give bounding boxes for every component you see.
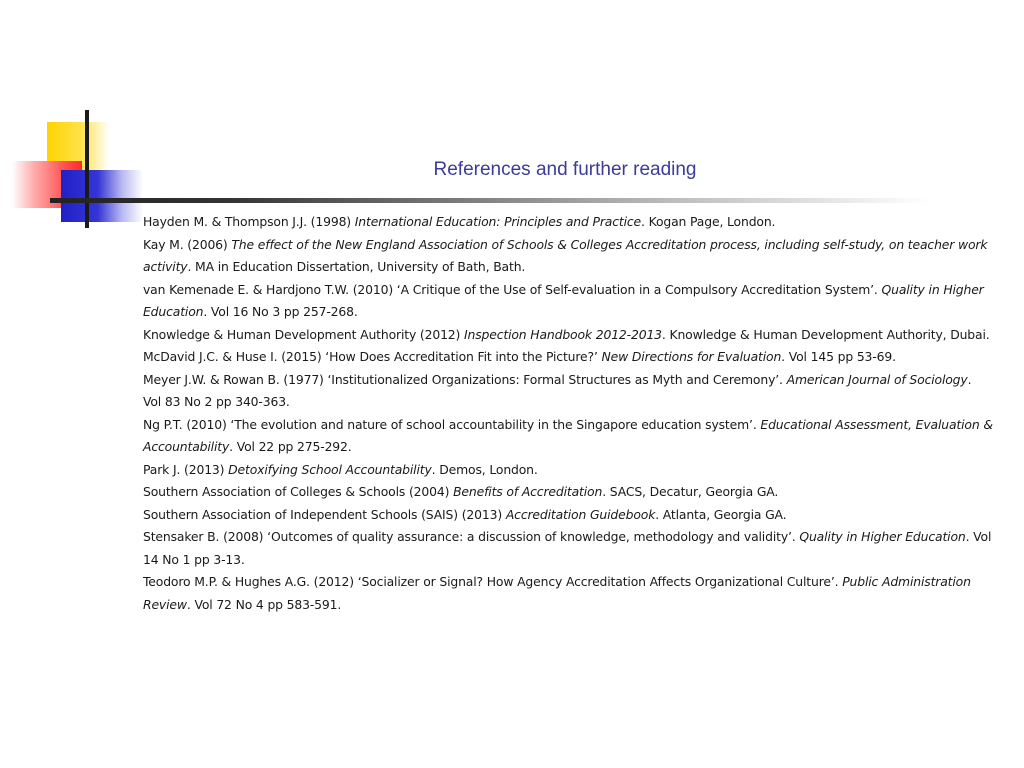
reference-item: Park J. (2013) Detoxifying School Accountability. Demos, London.	[143, 461, 538, 477]
reference-item: Stensaker B. (2008) ‘Outcomes of quality assurance: a discussion of knowledge, methodology and validity’. Quality in Higher Education. Vol 14 No 1 pp 3-13.	[143, 529, 992, 567]
title-underline-rule	[50, 198, 930, 203]
reference-item: van Kemenade E. & Hardjono T.W. (2010) ‘A Critique of the Use of Self-evaluation in a Compulsory Accreditation System’. Quality in Higher Education. Vol 16 No 3 pp 257-268.	[143, 281, 984, 319]
slide-title: References and further reading	[433, 159, 697, 180]
decor-blue-square	[61, 170, 143, 222]
reference-item: Teodoro M.P. & Hughes A.G. (2012) ‘Socializer or Signal? How Agency Accreditation Affects Organizational Culture’. Public Administration Review. Vol 72 No 4 pp 583-591.	[143, 574, 971, 612]
reference-item: Kay M. (2006) The effect of the New England Association of Schools & Colleges Accreditation process, including self-study, on teacher work activity. MA in Education Dissertation, University of Bath, Bath.	[143, 236, 988, 274]
decor-vertical-line	[85, 110, 89, 228]
reference-item: Ng P.T. (2010) ‘The evolution and nature of school accountability in the Singapore education system’. Educational Assessment, Evaluation & Accountability. Vol 22 pp 275-292.	[143, 416, 993, 454]
reference-item: Southern Association of Colleges & Schools (2004) Benefits of Accreditation. SACS, Decatur, Georgia GA.	[143, 484, 779, 499]
reference-item: Knowledge & Human Development Authority (2012) Inspection Handbook 2012-2013. Knowledge & Human Development Authority, Dubai.	[143, 326, 990, 342]
reference-item: Hayden M. & Thompson J.J. (1998) International Education: Principles and Practice. Kogan Page, London.	[143, 214, 776, 229]
reference-item: Meyer J.W. & Rowan B. (1977) ‘Institutionalized Organizations: Formal Structures as Myth and Ceremony’. American Journal of Sociology. Vol 83 No 2 pp 340-363.	[143, 371, 972, 409]
reference-item: Southern Association of Independent Schools (SAIS) (2013) Accreditation Guidebook. Atlanta, Georgia GA.	[143, 506, 787, 522]
reference-item: McDavid J.C. & Huse I. (2015) ‘How Does Accreditation Fit into the Picture?’ New Directions for Evaluation. Vol 145 pp 53-69.	[143, 349, 896, 364]
reference-list	[143, 211, 993, 616]
